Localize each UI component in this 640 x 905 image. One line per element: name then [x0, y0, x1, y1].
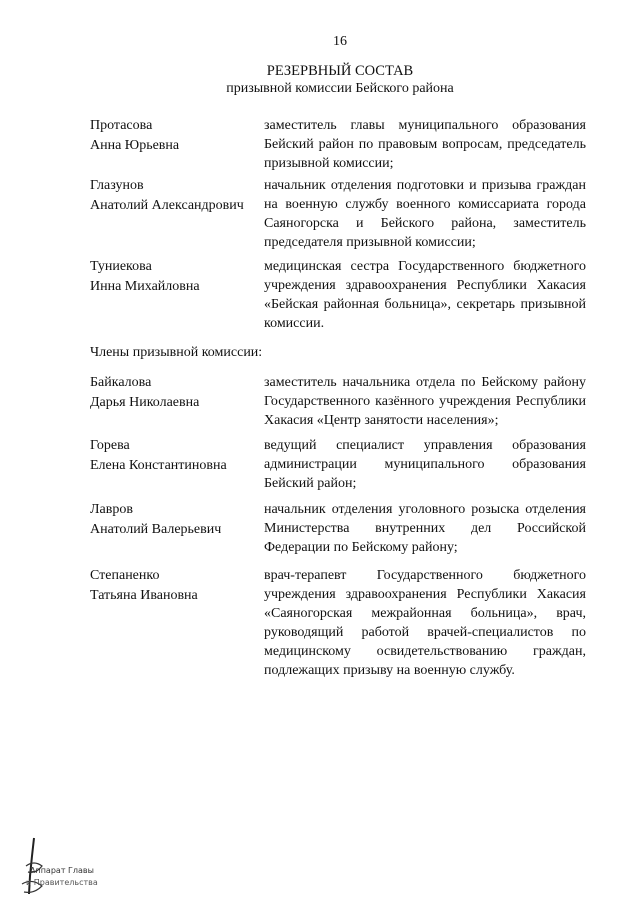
person-role: медицинская сестра Государственного бюджетного учреждения здравоохранения Республики Хакасия «Бейская районная больница», секретарь призывной комиссии.	[264, 259, 586, 331]
page-number: 16	[333, 34, 347, 49]
given-names: Татьяна Ивановна	[90, 588, 198, 603]
person-role: начальник отделения подготовки и призыва граждан на военную службу военного комиссариата города Саяногорска и Бейского района, заместитель председателя призывной комиссии;	[264, 178, 586, 250]
given-names: Анатолий Валерьевич	[90, 522, 222, 537]
given-names: Елена Константиновна	[90, 458, 227, 473]
person-name	[90, 566, 260, 606]
surname: Лавров	[90, 502, 133, 517]
person-role: заместитель главы муниципального образования Бейский район по правовым вопросам, председатель призывной комиссии;	[264, 118, 586, 171]
surname: Глазунов	[90, 178, 144, 193]
person-name	[90, 436, 260, 476]
surname: Туниекова	[90, 259, 152, 274]
person-name	[90, 176, 260, 216]
page-subtitle: призывной комиссии Бейского района	[226, 81, 454, 96]
surname: Горева	[90, 438, 130, 453]
person-name	[90, 257, 260, 297]
person-role: ведущий специалист управления образования администрации муниципального образования Бейский район;	[264, 438, 586, 491]
office-stamp	[12, 836, 102, 898]
person-name	[90, 373, 260, 413]
person-role: врач-терапевт Государственного бюджетного учреждения здравоохранения Республики Хакасия «Саяногорская межрайонная больница», врач, руководящий работой врачей-специалистов по медицинскому освидетельствованию граждан, подлежащих призыву на военную службу.	[264, 568, 586, 678]
members-section-label: Члены призывной комиссии:	[90, 345, 263, 360]
given-names: Дарья Николаевна	[90, 395, 200, 410]
person-name	[90, 500, 260, 540]
surname: Байкалова	[90, 375, 152, 390]
person-role: начальник отделения уголовного розыска отделения Министерства внутренних дел Российской Федерации по Бейскому району;	[264, 502, 586, 555]
given-names: Инна Михайловна	[90, 279, 200, 294]
stamp-text-line2: и Правительства	[26, 878, 98, 887]
surname: Протасова	[90, 118, 153, 133]
given-names: Анатолий Александрович	[90, 198, 244, 213]
surname: Степаненко	[90, 568, 160, 583]
page-title: РЕЗЕРВНЫЙ СОСТАВ	[266, 63, 414, 79]
given-names: Анна Юрьевна	[90, 138, 180, 153]
stamp-text-line1: Аппарат Главы	[30, 866, 94, 875]
person-role: заместитель начальника отдела по Бейскому району Государственного казённого учреждения Республики Хакасия «Центр занятости населения»;	[264, 375, 586, 428]
person-name	[90, 116, 260, 156]
